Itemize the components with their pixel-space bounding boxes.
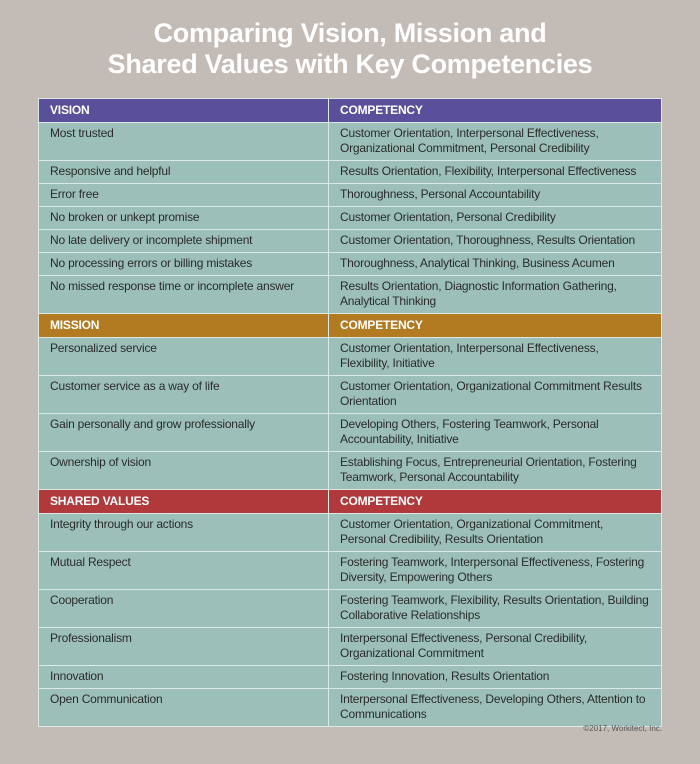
competency-cell: Developing Others, Fostering Teamwork, Personal Accountability, Initiative <box>329 414 662 452</box>
shared-values-cell: Open Communication <box>39 689 329 727</box>
mission-cell: Ownership of vision <box>39 452 329 490</box>
competency-cell: Thoroughness, Personal Accountability <box>329 184 662 207</box>
shared-values-cell: Professionalism <box>39 628 329 666</box>
table-row <box>39 514 662 552</box>
table-row <box>39 414 662 452</box>
column-header-shared-values: SHARED VALUES <box>39 490 329 514</box>
table-row <box>39 590 662 628</box>
competency-cell: Results Orientation, Diagnostic Information Gathering, Analytical Thinking <box>329 276 662 314</box>
table-row <box>39 376 662 414</box>
vision-cell: Most trusted <box>39 123 329 161</box>
shared-values-cell: Cooperation <box>39 590 329 628</box>
competency-cell: Fostering Teamwork, Interpersonal Effectiveness, Fostering Diversity, Empowering Others <box>329 552 662 590</box>
column-header-vision: VISION <box>39 99 329 123</box>
competency-cell: Customer Orientation, Organizational Commitment, Personal Credibility, Results Orientation <box>329 514 662 552</box>
table-row <box>39 230 662 253</box>
competency-cell: Customer Orientation, Interpersonal Effectiveness, Organizational Commitment, Personal Credibility <box>329 123 662 161</box>
section-header-shared-values <box>39 490 662 514</box>
competency-cell: Customer Orientation, Interpersonal Effectiveness, Flexibility, Initiative <box>329 338 662 376</box>
competency-cell: Establishing Focus, Entrepreneurial Orientation, Fostering Teamwork, Personal Accountability <box>329 452 662 490</box>
shared-values-cell: Mutual Respect <box>39 552 329 590</box>
shared-values-cell: Innovation <box>39 666 329 689</box>
competency-cell: Results Orientation, Flexibility, Interpersonal Effectiveness <box>329 161 662 184</box>
table-row <box>39 207 662 230</box>
vision-cell: No broken or unkept promise <box>39 207 329 230</box>
vision-cell: No processing errors or billing mistakes <box>39 253 329 276</box>
competency-cell: Interpersonal Effectiveness, Personal Credibility, Organizational Commitment <box>329 628 662 666</box>
shared-values-cell: Integrity through our actions <box>39 514 329 552</box>
table-row <box>39 666 662 689</box>
vision-cell: No late delivery or incomplete shipment <box>39 230 329 253</box>
column-header-competency: COMPETENCY <box>329 314 662 338</box>
section-header-mission <box>39 314 662 338</box>
vision-cell: Responsive and helpful <box>39 161 329 184</box>
mission-cell: Personalized service <box>39 338 329 376</box>
title-line-1: Comparing Vision, Mission and <box>153 18 547 48</box>
table-row <box>39 253 662 276</box>
mission-cell: Customer service as a way of life <box>39 376 329 414</box>
column-header-competency: COMPETENCY <box>329 490 662 514</box>
page-title <box>0 18 700 80</box>
table-row <box>39 184 662 207</box>
mission-cell: Gain personally and grow professionally <box>39 414 329 452</box>
competency-cell: Fostering Innovation, Results Orientation <box>329 666 662 689</box>
section-header-vision <box>39 99 662 123</box>
vision-cell: No missed response time or incomplete answer <box>39 276 329 314</box>
column-header-competency: COMPETENCY <box>329 99 662 123</box>
competency-cell: Customer Orientation, Personal Credibility <box>329 207 662 230</box>
copyright: ©2017, Workitect, Inc. <box>583 724 662 733</box>
competency-cell: Thoroughness, Analytical Thinking, Business Acumen <box>329 253 662 276</box>
table-row <box>39 338 662 376</box>
column-header-mission: MISSION <box>39 314 329 338</box>
table-row <box>39 123 662 161</box>
table-row <box>39 161 662 184</box>
table-row <box>39 276 662 314</box>
competency-cell: Fostering Teamwork, Flexibility, Results Orientation, Building Collaborative Relationships <box>329 590 662 628</box>
table-row <box>39 628 662 666</box>
competency-table <box>38 98 662 727</box>
table-row <box>39 452 662 490</box>
competency-cell: Interpersonal Effectiveness, Developing Others, Attention to Communications <box>329 689 662 727</box>
title-line-2: Shared Values with Key Competencies <box>107 49 593 79</box>
competency-cell: Customer Orientation, Thoroughness, Results Orientation <box>329 230 662 253</box>
vision-cell: Error free <box>39 184 329 207</box>
competency-cell: Customer Orientation, Organizational Commitment Results Orientation <box>329 376 662 414</box>
table-row <box>39 689 662 727</box>
table-row <box>39 552 662 590</box>
